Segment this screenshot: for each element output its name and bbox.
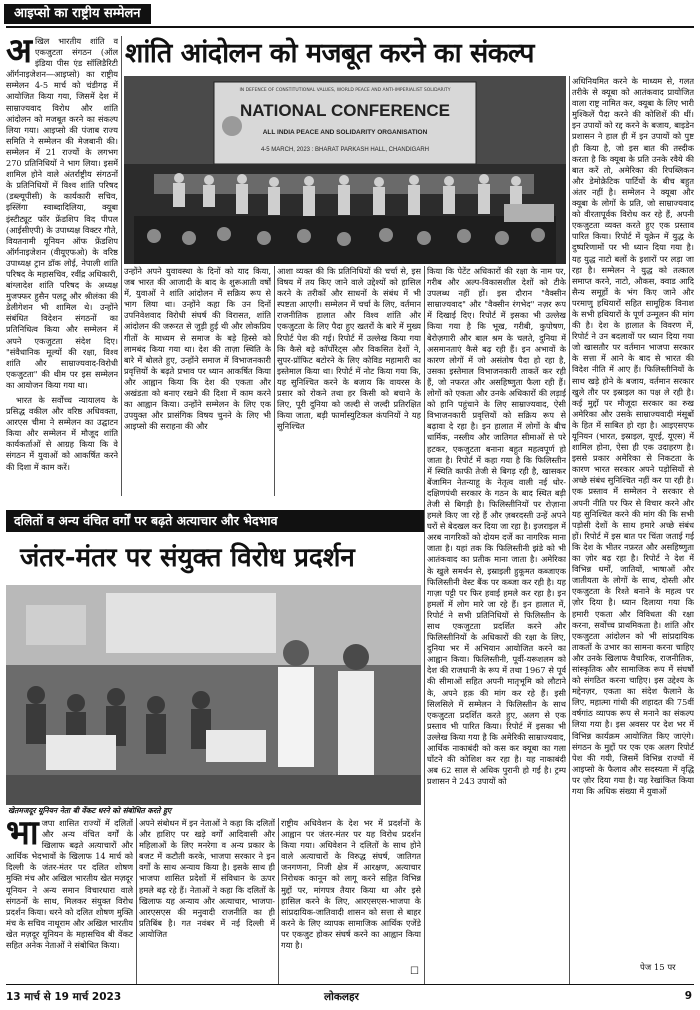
article1-headline: शांति आंदोलन को मजबूत करने का संकल्प: [125, 38, 534, 69]
banner-org-text: ALL INDIA PEACE AND SOLIDARITY ORGANISATION: [262, 129, 428, 136]
continued-note: पेज 15 पर: [640, 963, 676, 973]
article2-banner: दलितों व अन्य वंचित वर्गों पर बढ़ते अत्याचार और भेदभाव: [6, 510, 424, 532]
protest-photo: [6, 585, 421, 805]
article2-col1-text: जपा शासित राज्यों में दलितों और अन्य वंचित वर्गों के खिलाफ बढ़ते अत्याचारों और आर्थिक भेदभावों के खिलाफ 14 मार्च को दिल्ली के जंतर-मंतर पर दलित शोषण मुक्ति मंच और अखिल भारतीय खेत मज़दूर यूनियन ने अन्य समान विचारधारा वाले संगठनों के साथ, मिलकर संयुक्त विरोध प्रदर्शन किया। धरने को दलित शोषण मुक्ति मंच के सचिव नाथूराम और अखिल भारतीय खेत मज़दूर यूनियन के महासचिव बी वेंकट सहित अनेक नेताओं ने संबोधित किया।: [6, 818, 133, 951]
section-tag: आइप्सो का राष्ट्रीय सम्मेलन: [4, 4, 151, 24]
article2-col1: [6, 818, 133, 980]
end-mark: ☐: [410, 966, 419, 977]
article1-col1-lead: खिल भारतीय शांति व एकजुटता संगठन (ऑल इंडिया पीस एंड सॉलिडैरिटी ऑर्गनाइजेशन—आइप्सो) का राष्ट्रीय सम्मेलन 4-5 मार्च को चंडीगढ़ में आयोजित किया गया, जिसमें देश में साम्राज्यवाद विरोध और शांति आंदोलन को मजबूत करने का संकल्प लिया गया। आइप्सो की पंजाब राज्य समिति ने सम्मेलन की मेजबानी की। सम्मेलन में 21 राज्यों के लगभग 270 प्रतिनिधियों ने भाग लिया। इसमें शामिल होने वाले अंतर्राष्ट्रीय संगठनों के प्रतिनिधियों में विश्व शांति परिषद (डब्ल्यूपीसी) के कार्यकारी सचिव, इस्लिंगा स्वाब्दादिलिया, क्यूबा इंस्टीट्यूट फॉर फ्रेंडशिप विद पीपल (आईसीएपी) के उपाध्यक्ष विक्टर गौते, वियतनामी यूनियन ऑफ फ्रेंडशिप ऑर्गनाइजेशन (वीयूएफओ) के वरिष्ठ उपाध्यक्ष ट्रान डॉक लोई, नेपाली शांति परिषद के महासचिव, रवींद्र अधिकारी, बांग्लादेश शांति परिषद के अध्यक्ष मुजफ्फर हुसैन पलटू और श्रीलंका की डेलीगेशन भी शामिल थे। उन्होंने संबंधित विदेशन संगठनों का प्रतिनिधित्व किया और सम्मेलन में अपने एकजुटता संदेश दिए। "संवैधानिक मूल्यों की रक्षा, विश्व शांति और साम्राज्यवाद-विरोधी एकजुटता" की थीम पर इस सम्मेलन का आयोजन किया गया था।: [6, 36, 118, 390]
col-sep: [278, 818, 279, 984]
col-sep: [121, 36, 122, 496]
banner-small-text: IN DEFENCE OF CONSTITUTIONAL VALUES, WORLD PEACE AND ANTI-IMPERIALIST SOLIDARITY: [239, 88, 451, 93]
col-sep: [136, 818, 137, 984]
article1-col1: [6, 36, 118, 491]
col-sep: [569, 76, 570, 984]
drop-cap-2: भा: [6, 818, 39, 853]
footer-rule: [6, 984, 694, 985]
footer: [6, 988, 694, 1006]
protest-photo-art: [6, 585, 421, 805]
conference-photo: [124, 76, 566, 264]
article2-col2: अपने संबोधन में इन नेताओं ने कहा कि दलितों और हाशिए पर खड़े वर्गों आदिवासी और महिलाओं के लिए मनरेगा व अन्य प्रकार के बजट में कटौती करके, भाजपा सरकार ने इन वर्गों के साथ अन्याय किया है। इसके साथ ही भाजपा शासित प्रदेशों में संविधान के ऊपर हमले बढ़ रहे हैं। नेताओं ने कहा कि दलितों के खिलाफ यह अन्याय और अत्याचार, भाजपा-आरएसएस की मनुवादी राजनीति का ही प्रतिबिंब है। गत नवंबर में नई दिल्ली में आयोजित: [139, 818, 275, 939]
article2-headline: जंतर-मंतर पर संयुक्त विरोध प्रदर्शन: [20, 543, 355, 573]
col-sep: [424, 266, 425, 984]
article1-col2: उन्होंने अपने युवावस्था के दिनों को याद किया, जब भारत की आजादी के बाद के शुरूआती वर्षों में, युवाओं ने शांति आंदोलन में सक्रिय रूप से भाग लिया था। उन्होंने कहा कि उन दिनों उपनिवेशवाद विरोधी संघर्ष की विरासत, शांति आंदोलन की जरूरत से जुड़ी हुई थी और लोकप्रिय गीतों के माध्यम से समाज के बड़े हिस्से को लामबंद किया गया था। देश की ताज़ा स्थिति के बारे में बोलते हुए, उन्होंने समाज में विभाजनकारी प्रवृत्तियों के बढ़ते प्रभाव पर ध्यान आकर्षित किया और आह्वान किया कि देश की एकता और अखंडता को बनाए रखने की दिशा में काम करने का आह्वान किया। उन्होंने सम्मेलन के लिए एक उपयुक्त और प्रासंगिक विषय चुनने के लिए भी आइप्सो की सराहना की और: [124, 266, 271, 432]
page-number: 9: [684, 990, 692, 1002]
top-rule: [6, 26, 694, 28]
footer-date: 13 मार्च से 19 मार्च 2023: [6, 991, 122, 1003]
photo-caption: खेतमजदूर यूनियन नेता बी वेंकट धरने को संबोधित करते हुए: [8, 806, 172, 815]
conference-photo-art: [124, 76, 566, 264]
article1-col5: अधिनियमित करने के माध्यम से, गलत तरीके से क्यूबा को आतंकवाद प्रायोजित वाला राष्ट्र नामित कर, क्यूबा के लिए भारी मुश्किलें पैदा करने की कोशिशें की थीं। इन उपायों को रद्द करने के बजाय, बाइडेन प्रशासन ने हाल ही में इन उपायों को पुष्ट ही किया है, जो इस बात की तस्दीक करता है कि क्यूबा के प्रति उनके रवैये की बात करें तो, अमेरिका की रिपब्लिकन और डेमोक्रेटिक पार्टियों के बीच बहुत अंतर नहीं है। सम्मेलन ने क्यूबा और क्यूबा के लोगों के प्रति, जो साम्राज्यवाद को वीरतापूर्वक विरोध कर रहे हैं, अपनी एकजुटता व्यक्त करते हुए एक प्रस्ताव पारित किया। रिपोर्ट में यूक्रेन में युद्ध के दुष्परिणामों पर भी ध्यान दिया गया है। यह युद्ध नाटो बलों के इशारों पर लड़ा जा रहा है। सम्मेलन ने युद्ध को तत्काल समाप्त करने, नाटो, औकस, क्वाड आदि सैन्य समूहों के भंग किए जाने और परमाणु हथियारों सहित सामूहिक विनाश के सभी हथियारों के पूर्ण उन्मूलन की मांग की है। देश के हालात के विवरण में, रिपोर्ट ने उन बदलावों पर ध्यान दिया गया जो खासतौर पर वर्तमान भाजपा सरकार के सत्ता में आने के बाद से भारत की विदेश नीति में आए हैं। फिलिस्तीनियों के साथ खड़े होने के बजाय, वर्तमान सरकार खुले तौर पर इस्राइल का पक्ष ले रही है। कई मुद्दों पर मौजूदा सरकार का रुख अमेरिका और उसके साम्राज्यवादी मंसूबों के हित में साबित हो रहा है। आइएसएफ यूनियन (भारत, इस्राइल, यूएई, यूएस) में शामिल होना, ऐसा ही एक उदाहरण है। इससे प्रकार अमेरिका से निकटता के कारण भारत सरकार अपने पड़ोसियों से अच्छे संबंध सुनिश्चित नहीं कर पा रही है। एक प्रस्ताव में सम्मेलन ने सरकार से अपनी नीति पर फिर से विचार करने और यह सुनिश्चित करने की मांग की कि सभी पड़ोसी देशों के साथ हमारे अच्छे संबंध हों। रिपोर्ट में इस बात पर चिंता जताई गई कि देश के भीतर नफ़रत और असहिष्णुता का ज़ोर बढ़ रहा है। रिपोर्ट ने देश में विभिन्न धर्मों, जातियों, भाषाओं और जातीयता के लोगों के साथ, दोस्ती और एकजुटता के रिश्ते बनाने के महत्व पर ज़ोर दिया है। ध्यान दिलाया गया कि हमारी एकता और विविधता की रक्षा करना, सर्वोच्च प्राथमिकता है। शांति और एकजुटता आंदोलन को भी सांप्रदायिक ताकतों के उभार का सामना करना चाहिए और उनके खिलाफ वैचारिक, राजनीतिक, सांस्कृतिक और सामाजिक रूप में संघर्षों को संगठित करना चाहिए। इस उद्देश्य के मद्देनज़र, एकता का संदेश फैलाने के लिए, महात्मा गांधी की शहादत की 75वीं वर्षगांठ व्यापक रूप से मनाने का संकल्प लिया गया है। इस अवसर पर देश भर में विभिन्न कार्यक्रम आयोजित किए जाएंगे। संगठन के मुद्दों पर एक एक अलग रिपोर्ट पेश की गयी, जिसमें विभिन्न राज्यों में आइप्सो के फैलाव और सदस्यता में वृद्धि पर ज़ोर दिया गया है। यह रेखांकित किया गया कि अधिक संख्या में युवाओं: [572, 76, 694, 796]
article1-col4: किया कि पेटेंट अधिकारों की रक्षा के नाम पर, गरीब और अल्प-विकासशील देशों को टीके उपलब्ध नहीं हों। इस दौरान "वैक्सीन साम्राज्यवाद" और "वैक्सीन रंगभेद" नज़र रूप में दिखाई दिए। रिपोर्ट में इसका भी उल्लेख किया गया है कि भूख, गरीबी, कुपोषण, बेरोज़गारी और बाल श्रम के चलते, दुनिया में असमानताएं कैसे बढ़ रही हैं। इन अभावों के कारण लोगों में जो असंतोष पैदा हो रहा है, उसका इस्तेमाल विभाजनकारी ताकतें कर रही हैं, जो नफरत और असहिष्णुता फैला रही हैं। लोगों को एकता और उनके अधिकारों की लड़ाई को हानि पहुंचाने के लिए साम्राज्यवाद, ऐसी विभाजनकारी प्रवृत्तियों को सक्रिय रूप से बढ़ावा दे रहा है। इन हालात में लोगों के बीच धार्मिक, नस्लीय और जातिगत सीमाओं से परे हटकर, एकजुटता बनाना बहुत महत्वपूर्ण हो जाता है। रिपोर्ट में कहा गया है कि फिलिस्तीन में स्थिति काफी तेजी से बिगड़ रही है, खासकर बेंजामिन नेतन्याहू के नेतृत्व वाली नई धोर-दक्षिणपंथी सरकार के गठन के बाद स्थित बड़ी तेजी से बिगड़ी है। फिलिस्तीनियों पर रोज़ाना हमले किए जा रहे हैं और ज़बरदस्ती उन्हें अपने घरों से बेदखल कर दिया जा रहा है। इजराइल में अरब नागरिकों को दोयम दर्जे का नागरिक माना जाता है। यहां तक कि फिलिस्तीनी झंडे को भी आतंकवाद का प्रतीक माना जाता है। अमेरिका के खुले समर्थन से, इस्राइली हुकूमत कब्जाएक फिलिस्तीनी वेस्ट बैंक पर कब्जा कर रही है। यह गाज़ा पट्टी पर फिर हवाई हमले कर रहा है। इन हमलों में लोग मारे जा रहे हैं। इन हालात में, रिपोर्ट ने सभी प्रतिनिधियों से फिलिस्तीन के साथ एकजुटता प्रदर्शित करने और फिलिस्तीनियों के अधिकारों की रक्षा के लिए, दुनिया भर में अभियान आयोजित करने का आह्वान किया। फिलिस्तीनी, पूर्वी-यरूशलम को देश की राजधानी के रूप में तथा 1967 से पूर्व की सीमाओं सहित अपनी मातृभूमि को लौटाने के, अपने हक़ की मांग कर रहे हैं। इसी सिलसिले में सम्मेलन ने फिलिस्तीन के साथ एकजुटता प्रदर्शित करते हुए, अलग से एक प्रस्ताव भी पारित किया। रिपोर्ट में इसका भी उल्लेख किया गया है कि अमेरिकी साम्राज्यवाद, आर्थिक नाकाबंदी को कस कर क्यूबा का गला घोंटने की कोशिश कर रहा है। यह नाकाबंदी अब 62 साल से अधिक पुरानी हो गई है। ट्रम्प प्रशासन ने 243 उपायों को: [427, 266, 566, 787]
article1-col1-tail: भारत के सर्वोच्च न्यायालय के प्रसिद्ध वकील और वरिष्ठ अधिवक्ता, आरएस चीमा ने सम्मेलन का उद्घाटन किया और सम्मेलन में मौजूद शांति कार्यकर्ताओं से आग्रह किया कि वे संगठन में युवाओं को आकर्षित करने की दिशा में काम करें।: [6, 395, 118, 472]
drop-cap: अ: [6, 36, 32, 71]
article1-col3: आशा व्यक्त की कि प्रतिनिधियों की चर्चा से, इस विषय में तय किए जाने वाले उद्देश्यों को हासिल करने के तरीकों और साधनों के संबंध में भी स्पष्टता आएगी। सम्मेलन में चर्चा के लिए, वर्तमान राजनीतिक हालात और विश्व शांति और एकजुटता के लिए पैदा हुए खतरों के बारे में मुख्य रिपोर्ट पेश की गई। रिपोर्ट में उल्लेख किया गया कि कैसे बड़े कॉर्पोरेट्स और विकसित देशों ने, सुपर-प्रॉफिट बटोरने के लिए कोविड महामारी का इस्तेमाल किया था। रिपोर्ट में नोट किया गया कि, यह सुनिश्चित करने के बजाय कि वायरस के प्रसार को रोकने तथा हर किसी को बचाने के लिए, पूरी दुनिया को जल्दी से जल्दी प्रतिरक्षित किया जाता, बड़ी फार्मास्युटिकल कंपनियों ने यह सुनिश्चित: [277, 266, 421, 432]
article2-col3: राष्ट्रीय अधिवेशन के देश भर में प्रदर्शनों के आह्वान पर जंतर-मंतर पर यह विरोध प्रदर्शन किया गया। अधिवेशन ने दलितों के साथ होने वाले अत्याचारों के विरुद्ध संघर्ष, जातिगत जनगणना, निजी क्षेत्र में आरक्षण, अत्याचार निरोधक कानून को लागू करने सहित विभिन्न मुद्दों पर, मांगपत्र तैयार किया था और इसे हासिल करने के लिए, आरएसएस-भाजपा के सांप्रदायिक-जातिवादी शासन को सत्ता से बाहर करने के लिए व्यापक सामाजिक आर्थिक एजेंडे पर एकजुट होकर संघर्ष करने का आह्वान किया गया है।: [281, 818, 421, 951]
section-header: [0, 0, 700, 26]
banner-main-text: NATIONAL CONFERENCE: [240, 101, 450, 120]
col-sep: [274, 266, 275, 496]
footer-paper: लोकलहर: [324, 991, 359, 1003]
banner-date-text: 4-5 MARCH, 2023 : BHARAT PARKASH HALL, CHANDIGARH: [260, 147, 430, 153]
